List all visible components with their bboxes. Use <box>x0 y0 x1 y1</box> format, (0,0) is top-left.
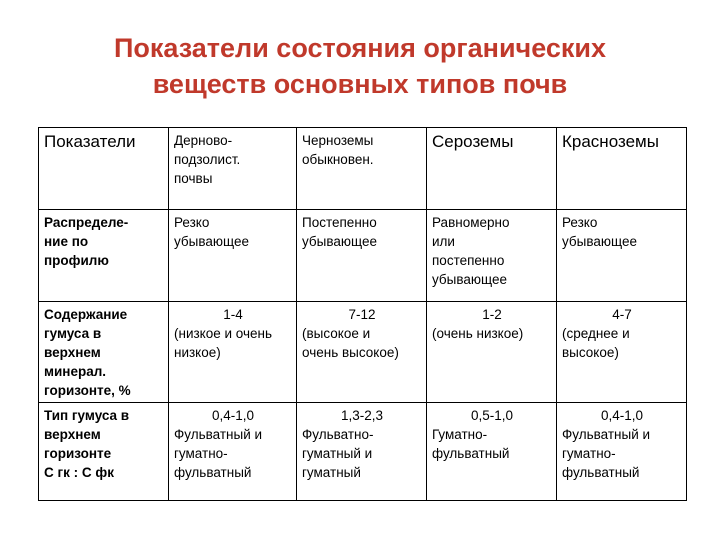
humus-type-sod-podzolic-value: 0,4-1,0 <box>211 408 255 423</box>
row-label-distribution <box>39 210 169 302</box>
table-row-humus-type <box>39 403 687 501</box>
humus-type-sod-podzolic-note: Фульватный и гуматно- фульватный <box>174 427 263 480</box>
cell-distribution-chernozem <box>297 210 427 302</box>
cell-humus-type-chernozem <box>297 403 427 501</box>
cell-humus-type-krasnozem <box>557 403 687 501</box>
humus-content-krasnozem-note: (среднее и высокое) <box>562 326 630 360</box>
cell-distribution-serozem <box>427 210 557 302</box>
humus-content-sod-podzolic-value: 1-4 <box>223 307 243 322</box>
row-label-humus-content-text: Содержание гумуса в верхнем минерал. горизонте, % <box>44 307 131 398</box>
humus-type-krasnozem-value: 0,4-1,0 <box>600 408 644 423</box>
row-label-distribution-text: Распределе- ние по профилю <box>44 215 129 268</box>
humus-content-serozem-note: (очень низкое) <box>432 326 524 341</box>
cell-humus-content-sod-podzolic <box>169 302 297 403</box>
table-row-humus-content <box>39 302 687 403</box>
row-label-humus-content <box>39 302 169 403</box>
humus-content-chernozem-value: 7-12 <box>348 307 376 322</box>
header-chernozem <box>297 128 427 210</box>
cell-distribution-chernozem-text: Постепенно убывающее <box>302 215 377 249</box>
humus-type-chernozem-value: 1,3-2,3 <box>340 408 384 423</box>
header-indicators: Показатели <box>39 128 169 210</box>
humus-type-chernozem-note: Фульватно- гуматный и гуматный <box>302 427 374 480</box>
humus-content-krasnozem-value: 4-7 <box>612 307 632 322</box>
row-label-humus-type <box>39 403 169 501</box>
cell-humus-content-serozem <box>427 302 557 403</box>
cell-distribution-sod-podzolic <box>169 210 297 302</box>
humus-content-sod-podzolic-note: (низкое и очень низкое) <box>174 326 273 360</box>
cell-distribution-krasnozem-text: Резко убывающее <box>562 215 637 249</box>
cell-distribution-serozem-text: Равномерно или постепенно убывающее <box>432 215 510 287</box>
slide-title <box>0 30 720 102</box>
cell-humus-content-chernozem <box>297 302 427 403</box>
header-krasnozem: Красноземы <box>557 128 687 210</box>
soil-organic-matter-table <box>38 127 687 501</box>
humus-content-serozem-value: 1-2 <box>482 307 502 322</box>
humus-type-serozem-value: 0,5-1,0 <box>470 408 514 423</box>
cell-humus-type-serozem <box>427 403 557 501</box>
header-serozem: Сероземы <box>427 128 557 210</box>
table-header-row <box>39 128 687 210</box>
row-label-humus-type-text: Тип гумуса в верхнем горизонте С гк : С фк <box>44 408 130 480</box>
slide-title-line-2: веществ основных типов почв <box>152 69 568 99</box>
humus-type-serozem-note: Гуматно- фульватный <box>432 427 510 461</box>
header-chernozem-text: Черноземы обыкновен. <box>302 133 374 167</box>
cell-humus-content-krasnozem <box>557 302 687 403</box>
humus-type-krasnozem-note: Фульватный и гуматно- фульватный <box>562 427 651 480</box>
table-row-distribution <box>39 210 687 302</box>
cell-distribution-krasnozem <box>557 210 687 302</box>
cell-distribution-sod-podzolic-text: Резко убывающее <box>174 215 249 249</box>
header-sod-podzolic-text: Дерново- подзолист. почвы <box>174 133 241 186</box>
cell-humus-type-sod-podzolic <box>169 403 297 501</box>
humus-content-chernozem-note: (высокое и очень высокое) <box>302 326 399 360</box>
header-sod-podzolic <box>169 128 297 210</box>
slide-title-line-1: Показатели состояния органических <box>113 33 607 63</box>
